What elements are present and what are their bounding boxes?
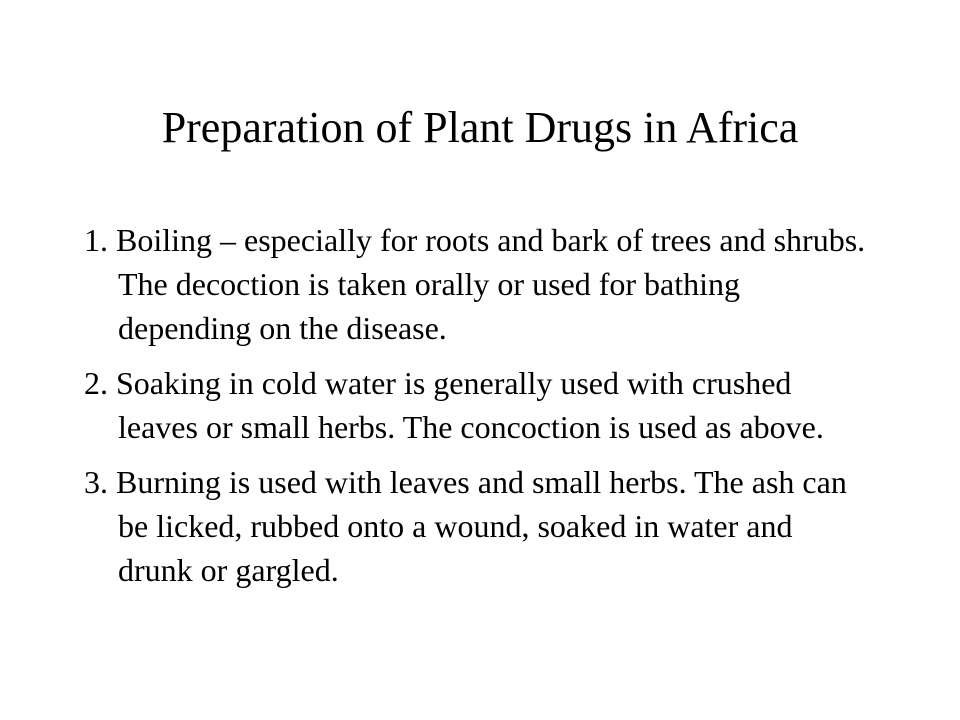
content-list xyxy=(84,218,874,603)
slide-title: Preparation of Plant Drugs in Africa xyxy=(161,103,799,152)
list-item-burning: 3. Burning is used with leaves and small herbs. The ash can be licked, rubbed onto a wound, soaked in water and drunk or gargled. xyxy=(84,464,847,588)
list-item-boiling: 1. Boiling – especially for roots and bark of trees and shrubs. The decoction is taken orally or used for bathing depending on the disease. xyxy=(84,222,866,346)
list-item-soaking: 2. Soaking in cold water is generally used with crushed leaves or small herbs. The concoction is used as above. xyxy=(84,365,824,445)
